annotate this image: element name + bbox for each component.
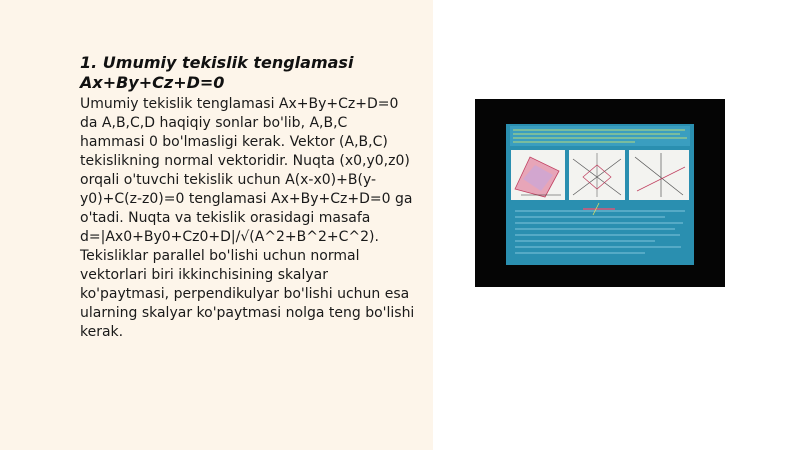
slide-body-text: Umumiy tekislik tenglamasi Ax+By+Cz+D=0 da A,B,C,D haqiqiy sonlar bo'lib, A,B,C hammasi 0 bo'lmasligi kerak. Vektor (A,B,C) tekislikning normal vektoridir. Nuqta (x0,y0,z0) orqali o'tuvchi tekislik uchun A(x-x0)+B(y-y0)+C(z-z0)=0 tenglamasi Ax+By+Cz+D=0 ga o'tadi. Nuqta va tekislik orasidagi masafa d=|Ax0+By0+Cz0+D|/√(A^2+B^2+C^2). Tekisliklar parallel bo'lishi uchun normal vektorlari biri ikkinchisining skalyar ko'paytmasi, perpendikulyar bo'lishi uchun esa ularning skalyar ko'paytmasi nolga teng bo'lishi kerak. <box>80 96 415 340</box>
slide-image <box>475 99 725 287</box>
geometry-figure-image <box>475 99 725 287</box>
slide-title: 1. Umumiy tekislik tenglamasi Ax+By+Cz+D=0 <box>80 53 354 92</box>
